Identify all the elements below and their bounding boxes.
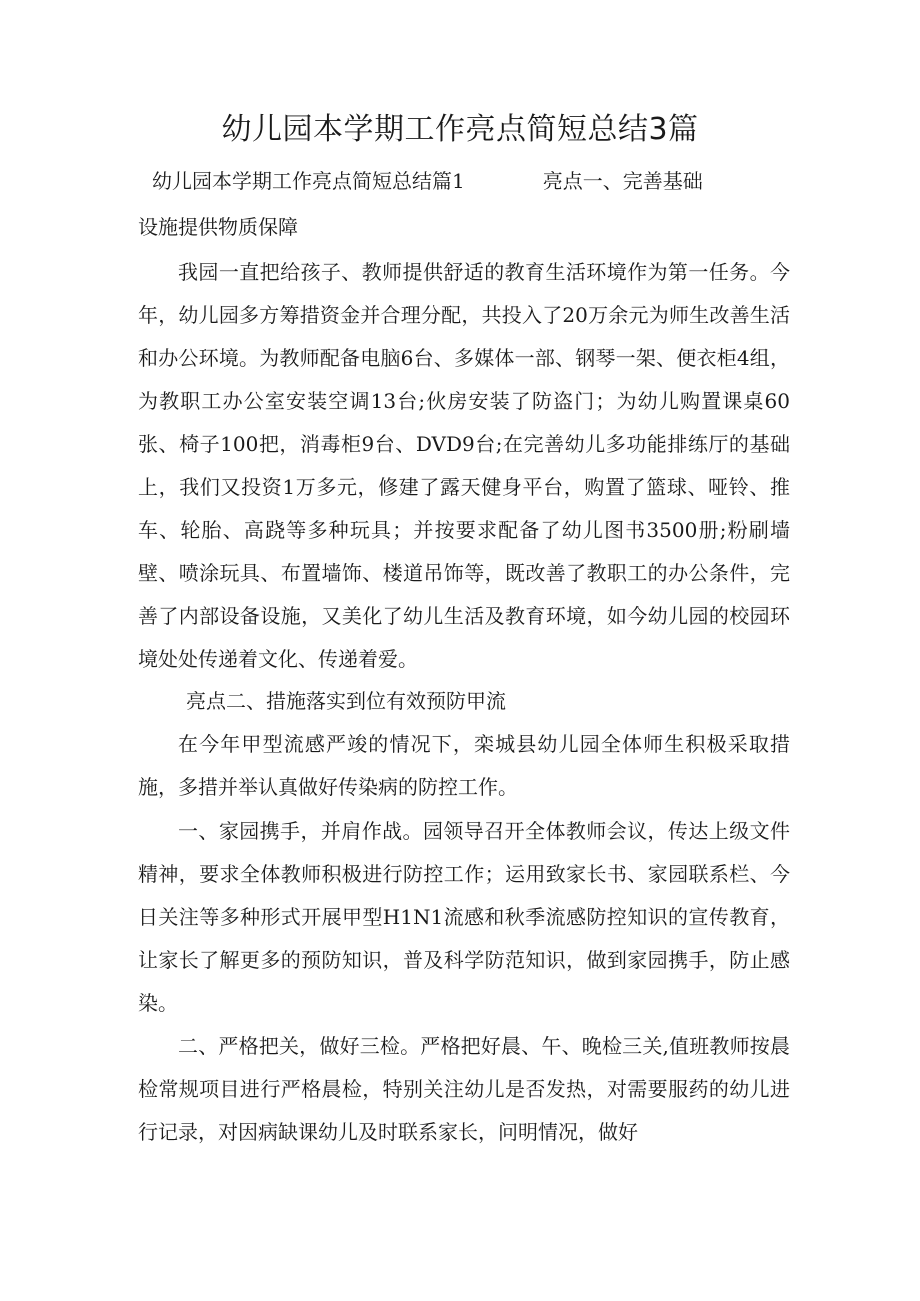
paragraph-text: 二、严格把关，做好三检。严格把好晨、午、晚检三关,值班教师按晨检常规项目进行严格晨检，特别关注幼儿是否发热，对需要服药的幼儿进行记录，对因病缺课幼儿及时联系家长，问明情况，做好 — [138, 1034, 790, 1144]
paragraph-1 — [138, 251, 790, 681]
subhead-left: 幼儿园本学期工作亮点简短总结篇1 — [152, 169, 465, 193]
section-heading-2: 亮点二、措施落实到位有效预防甲流 — [186, 689, 506, 713]
paragraph-text: 我园一直把给孩子、教师提供舒适的教育生活环境作为第一任务。今年，幼儿园多方筹措资金并合理分配，共投入了20万余元为师生改善生活和办公环境。为教师配备电脑6台、多媒体一部、钢琴一架、便衣柜4组，为教职工办公室安装空调13台;伙房安装了防盗门；为幼儿购置课桌60张、椅子100把，消毒柜9台、DVD9台;在完善幼儿多功能排练厅的基础上，我们又投资1万多元，修建了露天健身平台，购置了篮球、哑铃、推车、轮胎、高跷等多种玩具；并按要求配备了幼儿图书3500册;粉刷墙壁、喷涂玩具、布置墙饰、楼道吊饰等，既改善了教职工的办公条件，完善了内部设备设施，又美化了幼儿生活及教育环境，如今幼儿园的校园环境处处传递着文化、传递着爱。 — [138, 260, 790, 671]
paragraph-4 — [138, 1025, 790, 1154]
paragraph-2 — [138, 723, 790, 809]
subhead-continuation: 设施提供物质保障 — [138, 215, 298, 239]
document-title: 幼儿园本学期工作亮点简短总结3篇 — [221, 112, 699, 147]
paragraph-text: 一、家园携手，并肩作战。园领导召开全体教师会议，传达上级文件精神，要求全体教师积极进行防控工作；运用致家长书、家园联系栏、今日关注等多种形式开展甲型H1N1流感和秋季流感防控知识的宣传教育，让家长了解更多的预防知识，普及科学防范知识，做到家园携手，防止感染。 — [138, 819, 790, 1015]
subhead-right: 亮点一、完善基础 — [542, 169, 703, 193]
paragraph-3 — [138, 810, 790, 1025]
paragraph-text: 在今年甲型流感严竣的情况下，栾城县幼儿园全体师生积极采取措施，多措并举认真做好传染病的防控工作。 — [138, 732, 790, 799]
section-subhead — [152, 166, 782, 196]
